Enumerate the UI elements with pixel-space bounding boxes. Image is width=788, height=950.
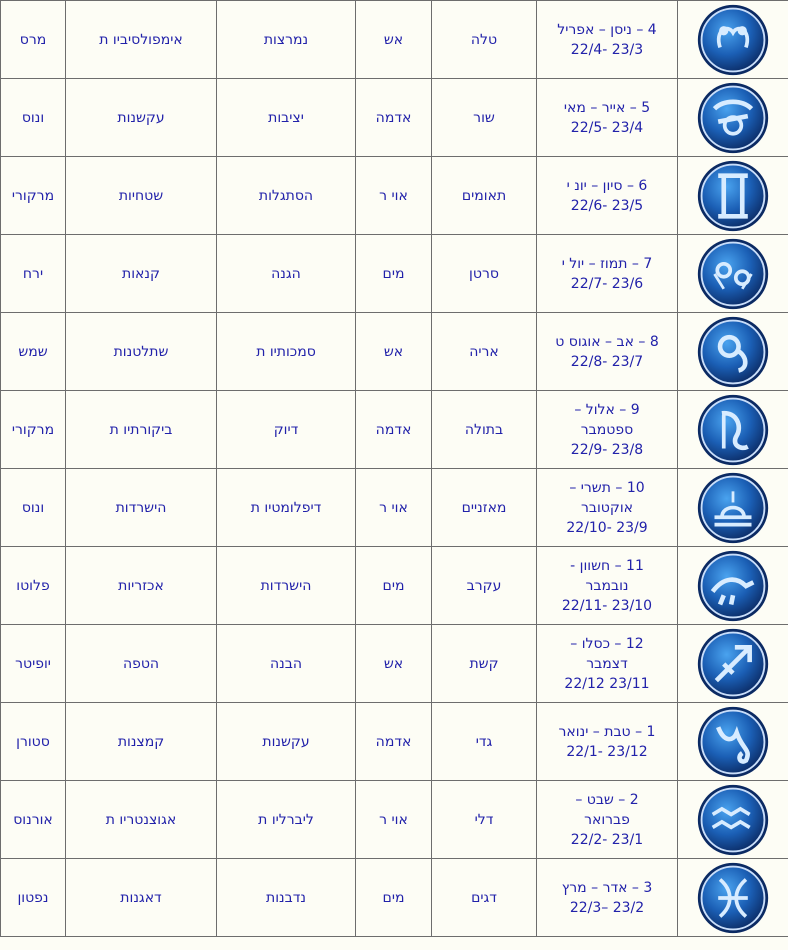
date-range-cell [537,781,678,859]
trait-positive-cell: דיפלומטיו ת [217,469,356,547]
trait-positive-cell: הישרדות [217,547,356,625]
date-range-label: 22/3– 23/2 [569,899,645,916]
zodiac-row [1,313,788,391]
date-range-cell [537,703,678,781]
date-range-cell [537,469,678,547]
taurus-icon [696,81,770,155]
sign-icon-cell [678,235,788,313]
element-cell: אוי ר [356,157,432,235]
hebrew-month-label: 10 – תשרי – [569,479,645,496]
sign-icon-cell [678,79,788,157]
sign-name-cell: שור [432,79,537,157]
sign-icon-cell [678,157,788,235]
hebrew-month-label: 9 – אלול – [574,401,640,418]
zodiac-row [1,859,788,937]
trait-negative-cell: הישרדות [66,469,217,547]
capricorn-icon [696,705,770,779]
zodiac-row [1,235,788,313]
trait-negative-cell: אכזריות [66,547,217,625]
planet-cell: שמש [1,313,66,391]
sign-name-cell: מאזניים [432,469,537,547]
sign-name-cell: אריה [432,313,537,391]
zodiac-table-body [1,1,788,937]
trait-positive-cell: דיוק [217,391,356,469]
trait-negative-cell: ביקורתיו ת [66,391,217,469]
date-range-cell [537,79,678,157]
planet-cell: נפטון [1,859,66,937]
hebrew-month-label: 7 – תמוז – יול י [561,255,653,272]
zodiac-row [1,157,788,235]
date-range-label: 22/6- 23/5 [570,197,644,214]
hebrew-month-label: 3 – אדר – מרץ [561,879,653,896]
hebrew-month-label: 12 – כסלו – [570,635,644,652]
gemini-icon [696,159,770,233]
trait-negative-cell: עקשנות [66,79,217,157]
sign-name-cell: בתולה [432,391,537,469]
trait-negative-cell: קמצנות [66,703,217,781]
element-cell: אוי ר [356,781,432,859]
planet-cell: ונוס [1,79,66,157]
zodiac-row [1,781,788,859]
element-cell: אש [356,625,432,703]
trait-positive-cell: יציבות [217,79,356,157]
planet-cell: ונוס [1,469,66,547]
date-range-label: 22/10- 23/9 [566,519,648,536]
trait-positive-cell: הבנה [217,625,356,703]
planet-cell: ירח [1,235,66,313]
trait-negative-cell: קנאות [66,235,217,313]
date-range-cell [537,547,678,625]
zodiac-row [1,79,788,157]
trait-negative-cell: שטחיות [66,157,217,235]
element-cell: אוי ר [356,469,432,547]
trait-positive-cell: ליברליו ת [217,781,356,859]
sign-icon-cell [678,859,788,937]
date-range-label: 22/9- 23/8 [570,441,644,458]
planet-cell: יופיטר [1,625,66,703]
date-range-cell [537,625,678,703]
date-range-label: 22/12 23/11 [564,675,650,692]
element-cell: אש [356,1,432,79]
libra-icon [696,471,770,545]
trait-negative-cell: אימפולסיביו ת [66,1,217,79]
hebrew-month-label: 2 – שבט – [575,791,639,808]
cancer-icon [696,237,770,311]
sign-icon-cell [678,625,788,703]
sign-name-cell: קשת [432,625,537,703]
planet-cell: מרקורי [1,391,66,469]
trait-positive-cell: נדבנות [217,859,356,937]
zodiac-row [1,1,788,79]
sign-icon-cell [678,313,788,391]
hebrew-month-label: 8 – אב – אוגוס ט [555,333,659,350]
trait-negative-cell: הטפה [66,625,217,703]
trait-positive-cell: הגנה [217,235,356,313]
sign-name-cell: טלה [432,1,537,79]
sign-name-cell: גדי [432,703,537,781]
date-range-label: 22/5- 23/4 [570,119,644,136]
date-range-cell [537,235,678,313]
trait-positive-cell: נמרצות [217,1,356,79]
date-range-label: 22/2- 23/1 [570,831,644,848]
zodiac-row [1,391,788,469]
element-cell: מים [356,547,432,625]
pisces-icon [696,861,770,935]
aries-icon [696,3,770,77]
gregorian-month-label: ספטמבר [580,421,634,438]
trait-negative-cell: אגוצנטריו ת [66,781,217,859]
sign-name-cell: דגים [432,859,537,937]
aquarius-icon [696,783,770,857]
planet-cell: אורנוס [1,781,66,859]
gregorian-month-label: פברואר [584,811,630,828]
scorpio-icon [696,549,770,623]
date-range-cell [537,157,678,235]
sagittarius-icon [696,627,770,701]
date-range-label: 22/11- 23/10 [561,597,653,614]
planet-cell: פלוטו [1,547,66,625]
sign-icon-cell [678,781,788,859]
trait-positive-cell: עקשנות [217,703,356,781]
gregorian-month-label: נובמבר [585,577,629,594]
element-cell: אדמה [356,703,432,781]
zodiac-row [1,469,788,547]
date-range-cell [537,391,678,469]
planet-cell: מרקורי [1,157,66,235]
planet-cell: סטורן [1,703,66,781]
zodiac-row [1,703,788,781]
date-range-label: 22/1- 23/12 [566,743,648,760]
virgo-icon [696,393,770,467]
sign-icon-cell [678,391,788,469]
date-range-cell [537,859,678,937]
trait-negative-cell: דאגנות [66,859,217,937]
element-cell: אש [356,313,432,391]
hebrew-month-label: 6 – סיון – יונ י [566,177,648,194]
sign-name-cell: עקרב [432,547,537,625]
zodiac-row [1,625,788,703]
date-range-cell [537,313,678,391]
trait-positive-cell: סמכותיו ת [217,313,356,391]
hebrew-month-label: 1 – טבת – ינואר [558,723,656,740]
zodiac-row [1,547,788,625]
planet-cell: מרס [1,1,66,79]
element-cell: אדמה [356,79,432,157]
date-range-cell [537,1,678,79]
hebrew-month-label: 5 – אייר – מאי [563,99,651,116]
date-range-label: 22/7- 23/6 [570,275,644,292]
sign-icon-cell [678,1,788,79]
sign-name-cell: תאומים [432,157,537,235]
trait-positive-cell: הסתגלות [217,157,356,235]
leo-icon [696,315,770,389]
gregorian-month-label: אוקטובר [581,499,633,516]
date-range-label: 22/4- 23/3 [570,41,644,58]
trait-negative-cell: שתלטנות [66,313,217,391]
element-cell: אדמה [356,391,432,469]
gregorian-month-label: דצמבר [586,655,628,672]
date-range-label: 22/8- 23/7 [570,353,644,370]
sign-name-cell: דלי [432,781,537,859]
sign-icon-cell [678,703,788,781]
element-cell: מים [356,859,432,937]
sign-icon-cell [678,547,788,625]
sign-icon-cell [678,469,788,547]
hebrew-month-label: 11 – חשוון - [570,557,644,574]
hebrew-month-label: 4 – ניסן – אפריל [557,21,657,38]
sign-name-cell: סרטן [432,235,537,313]
element-cell: מים [356,235,432,313]
